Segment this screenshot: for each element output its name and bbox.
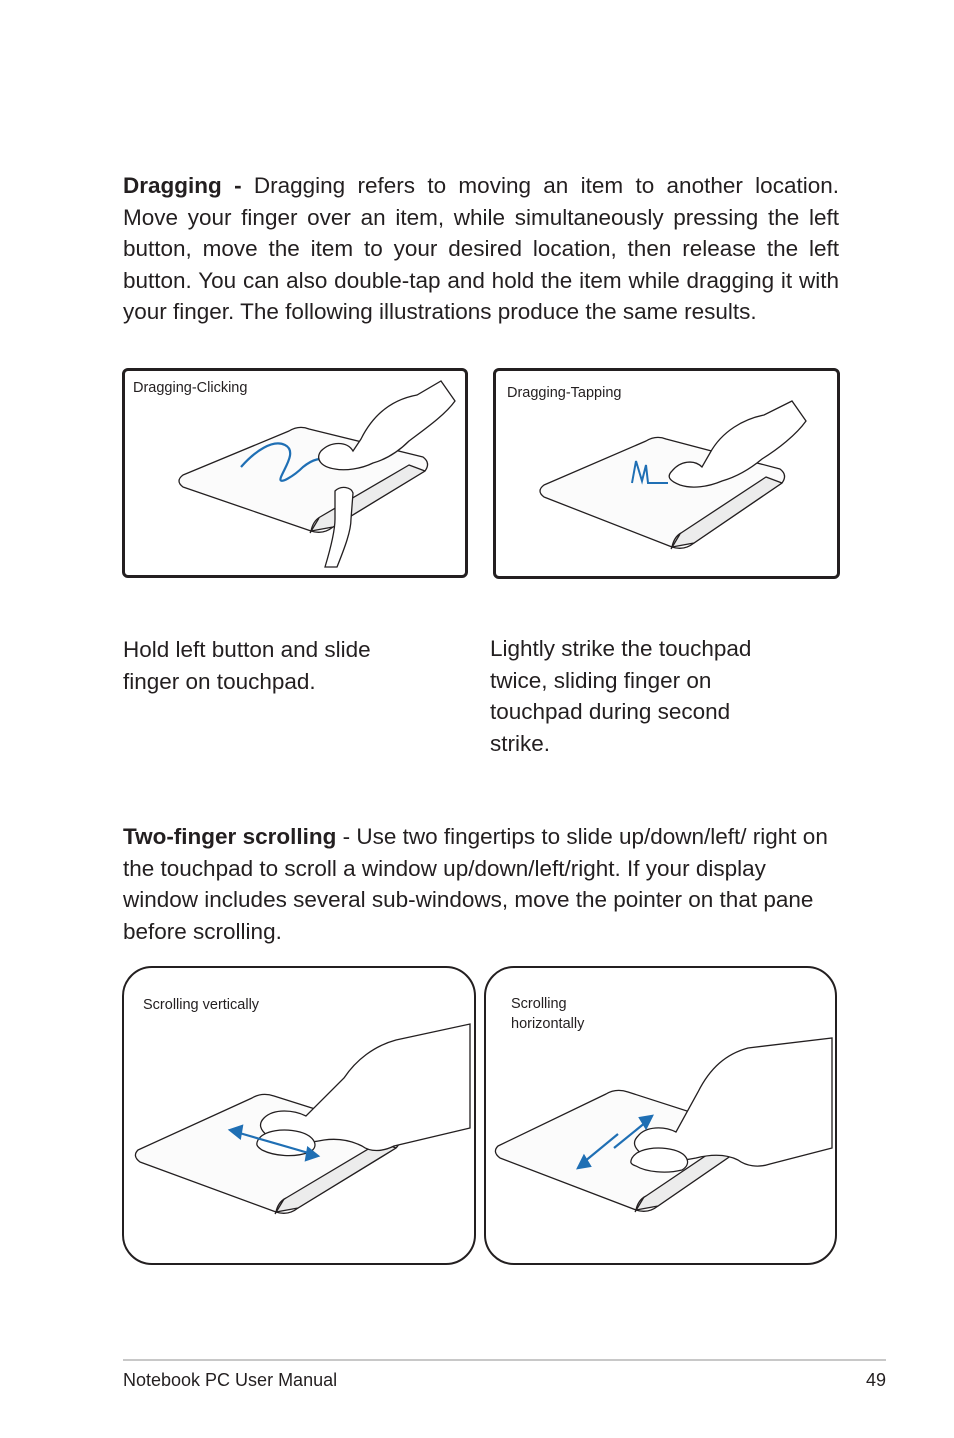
footer-manual-title: Notebook PC User Manual	[123, 1370, 338, 1390]
scrolling-title: Two-finger scrolling	[123, 824, 337, 849]
figure-label-clicking: Dragging-Clicking	[133, 380, 248, 396]
touchpad-click-illustration	[125, 371, 465, 575]
figure-dragging-tapping	[493, 368, 840, 579]
dragging-title: Dragging -	[123, 173, 242, 198]
figure-scrolling-vertically	[122, 966, 476, 1265]
figure-label-vertical: Scrolling vertically	[143, 997, 260, 1013]
touchpad-horizontal-scroll-illustration	[486, 968, 835, 1263]
scrolling-paragraph	[123, 821, 839, 947]
touchpad-vertical-scroll-illustration	[124, 968, 474, 1263]
figure-scrolling-horizontally	[484, 966, 837, 1265]
scrolling-body: - Use two fingertips to slide up/down/left/ right on the touchpad to scroll a window up/down/left/right. If your display window includes several sub-windows, move the pointer on that pane before scrolling.	[123, 824, 828, 944]
footer-page-number: 49	[865, 1370, 886, 1390]
figure-label-horizontal-line2: horizontally	[511, 1016, 585, 1032]
touchpad-tap-illustration	[496, 371, 837, 576]
caption-clicking: Hold left button and slide finger on touchpad.	[123, 637, 371, 694]
dragging-paragraph	[123, 170, 839, 328]
caption-tapping: Lightly strike the touchpad twice, sliding finger on touchpad during second strike.	[490, 636, 752, 756]
footer-divider	[123, 1359, 886, 1361]
dragging-body: Dragging refers to moving an item to another location. Move your finger over an item, while simultaneously pressing the left button, move the item to your desired location, then release the left button. You can also double-tap and hold the item while dragging it with your finger. The following illustrations produce the same results.	[123, 173, 839, 324]
figure-label-horizontal-line1: Scrolling	[511, 996, 567, 1012]
figure-dragging-clicking	[122, 368, 468, 578]
figure-label-tapping: Dragging-Tapping	[507, 385, 622, 401]
